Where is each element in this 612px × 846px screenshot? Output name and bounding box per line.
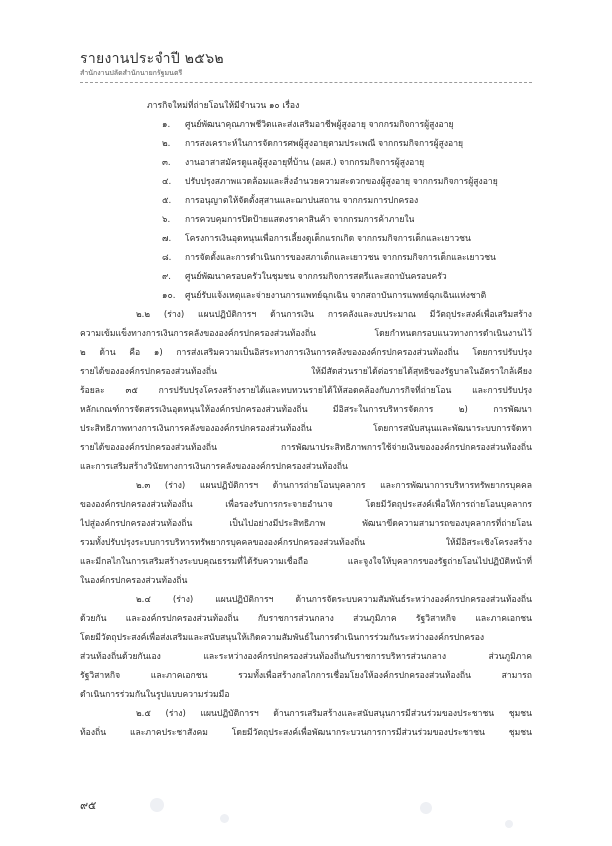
paragraph-line: ๒.๒ (ร่าง) แผนปฏิบัติการฯ ด้านการเงิน การคลังและงบประมาณ มีวัตถุประสงค์เพื่อเสริมสร้าง: [136, 310, 532, 320]
report-title: รายงานประจำปี ๒๕๖๒: [80, 51, 224, 67]
paragraph-line: รวมทั้งปรับปรุงระบบการบริหารทรัพยากรบุคคลขององค์กรปกครองส่วนท้องถิ่น ให้มีอิสระเชิงโครงสร้าง: [80, 538, 532, 548]
list-item: [80, 116, 532, 135]
list-item: [80, 268, 532, 287]
paragraph-line: หลักเกณฑ์การจัดสรรเงินอุดหนุนให้องค์กรปกครองส่วนท้องถิ่น มีอิสระในการบริหารจัดการ ๒) การพัฒนา: [80, 405, 532, 415]
list-item-number: ๒.: [162, 139, 171, 149]
list-item: [80, 230, 532, 249]
list-intro: ภารกิจใหม่ที่ถ่ายโอนให้มีจำนวน ๑๐ เรื่อง: [147, 101, 300, 111]
page-number: ๙๕: [80, 799, 97, 812]
list-item-text: การควบคุมการปิดป้ายแสดงราคาสินค้า จากกรมการค้าภายใน: [185, 215, 415, 225]
list-item-number: ๗.: [162, 234, 172, 244]
list-item: [80, 287, 532, 306]
list-item-text: ศูนย์รับแจ้งเหตุและจ่ายงานการแพทย์ฉุกเฉิน จากสถาบันการแพทย์ฉุกเฉินแห่งชาติ: [185, 291, 487, 301]
list-item-number: ๖.: [162, 215, 171, 225]
list-item-text: การสงเคราะห์ในการจัดการศพผู้สูงอายุตามประเพณี จากกรมกิจการผู้สูงอายุ: [185, 139, 464, 149]
list-item-text: การอนุญาตให้จัดตั้งสุสานและฌาปนสถาน จากกรมการปกครอง: [185, 196, 419, 206]
list-item: [80, 192, 532, 211]
paragraph-line: ขององค์กรปกครองส่วนท้องถิ่น เพื่อรองรับการกระจายอำนาจ โดยมีวัตถุประสงค์เพื่อให้การถ่ายโอนบุคลากร: [80, 500, 532, 510]
list-item: [80, 135, 532, 154]
list-item-number: ๘.: [162, 253, 172, 263]
paragraph-line: ส่วนท้องถิ่นด้วยกันเอง และระหว่างองค์กรปกครองส่วนท้องถิ่นกับราชการบริหารส่วนกลาง ส่วนภูมิภาค: [80, 652, 532, 662]
list-item: [80, 173, 532, 192]
list-item-number: ๓.: [162, 158, 171, 168]
paragraph-line: ด้วยกัน และองค์กรปกครองส่วนท้องถิ่น กับราชการส่วนกลาง ส่วนภูมิภาค รัฐวิสาหกิจ และภาคเอกชน: [80, 614, 532, 624]
paragraph-line: ประสิทธิภาพทางการเงินการคลังขององค์กรปกครองส่วนท้องถิ่น โดยการสนับสนุนและพัฒนาระบบการจัดหา: [80, 424, 532, 434]
document-body: [80, 97, 532, 743]
paragraph-line: และการเสริมสร้างวินัยทางการเงินการคลังขององค์กรปกครองส่วนท้องถิ่น: [80, 462, 348, 472]
list-item-text: งานอาสาสมัครดูแลผู้สูงอายุที่บ้าน (อผส.) จากกรมกิจการผู้สูงอายุ: [185, 158, 425, 168]
paragraph-line: รายได้ขององค์กรปกครองส่วนท้องถิ่น การพัฒนาประสิทธิภาพการใช้จ่ายเงินขององค์กรปกครองส่วนท้องถิ่น: [80, 443, 532, 453]
list-item: [80, 154, 532, 173]
paragraph-line: และมีกลไกในการเสริมสร้างระบบคุณธรรมที่ได้รับความเชื่อถือ และจูงใจให้บุคลากรของรัฐถ่ายโอนไปปฏิบัติหน้าที่: [80, 557, 532, 567]
paragraph-line: ๒.๓ (ร่าง) แผนปฏิบัติการฯ ด้านการถ่ายโอนบุคลากร และการพัฒนาการบริหารทรัพยากรบุคคล: [136, 481, 532, 491]
paragraph-line: ในองค์กรปกครองส่วนท้องถิ่น: [80, 576, 188, 586]
paragraph-line: ไปสู่องค์กรปกครองส่วนท้องถิ่น เป็นไปอย่างมีประสิทธิภาพ พัฒนาขีดความสามารถของบุคลากรที่ถ่ายโอน: [80, 519, 532, 529]
header-divider: [80, 82, 532, 83]
paragraph-line: ๒ ด้าน คือ ๑) การส่งเสริมความเป็นอิสระทางการเงินการคลังขององค์กรปกครองส่วนท้องถิ่น โดยการปรับปรุง: [80, 348, 532, 358]
paragraph-line: โดยมีวัตถุประสงค์เพื่อส่งเสริมและสนับสนุนให้เกิดความสัมพันธ์ในการดำเนินการร่วมกันระหว่างองค์กรปกครอง: [80, 633, 485, 643]
paragraph-line: ร้อยละ ๓๕ การปรับปรุงโครงสร้างรายได้และทบทวนรายได้ให้สอดคล้องกับภารกิจที่ถ่ายโอน และการปรับปรุง: [80, 386, 532, 396]
paragraph-participation: [80, 705, 532, 743]
list-item-text: ปรับปรุงสภาพแวดล้อมและสิ่งอำนวยความสะดวกของผู้สูงอายุ จากกรมกิจการผู้สูงอายุ: [185, 177, 498, 187]
list-item-text: ศูนย์พัฒนาครอบครัวในชุมชน จากกรมกิจการสตรีและสถาบันครอบครัว: [185, 272, 447, 282]
paragraph-line: ท้องถิ่น และภาคประชาสังคม โดยมีวัตถุประสงค์เพื่อพัฒนากระบวนการการมีส่วนร่วมของประชาชน ชุมชน: [80, 728, 532, 738]
list-item-number: ๑.: [162, 120, 171, 130]
mission-list: [80, 116, 532, 306]
paragraph-line: รายได้ขององค์กรปกครองส่วนท้องถิ่น ให้มีสัดส่วนรายได้ต่อรายได้สุทธิของรัฐบาลในอัตราใกล้เคียง: [80, 367, 532, 377]
list-item-text: โครงการเงินอุดหนุนเพื่อการเลี้ยงดูเด็กแรกเกิด จากกรมกิจการเด็กและเยาวชน: [185, 234, 471, 244]
list-item-number: ๙.: [162, 272, 172, 282]
agency-subtitle: สำนักงานปลัดสำนักนายกรัฐมนตรี: [80, 69, 183, 77]
paragraph-line: ๒.๔ (ร่าง) แผนปฏิบัติการฯ ด้านการจัดระบบความสัมพันธ์ระหว่างองค์กรปกครองส่วนท้องถิ่น: [136, 595, 532, 605]
list-item: [80, 211, 532, 230]
paragraph-personnel: [80, 477, 532, 591]
paragraph-line: ๒.๕ (ร่าง) แผนปฏิบัติการฯ ด้านการเสริมสร้างและสนับสนุนการมีส่วนร่วมของประชาชน ชุมชน: [136, 709, 532, 719]
paragraph-line: รัฐวิสาหกิจ และภาคเอกชน รวมทั้งเพื่อสร้างกลไกการเชื่อมโยงให้องค์กรปกครองส่วนท้องถิ่น สามารถ: [80, 671, 532, 681]
paragraph-line: ความเข้มแข็งทางการเงินการคลังขององค์กรปกครองส่วนท้องถิ่น โดยกำหนดกรอบแนวทางการดำเนินงานไว้: [80, 329, 532, 339]
paragraph-relations: [80, 591, 532, 705]
list-item-number: ๕.: [162, 196, 172, 206]
paragraph-fiscal: [80, 306, 532, 477]
list-item: [80, 249, 532, 268]
list-item-number: ๔.: [162, 177, 172, 187]
list-item-text: การจัดตั้งและการดำเนินการของสภาเด็กและเยาวชน จากกรมกิจการเด็กและเยาวชน: [185, 253, 496, 263]
list-item-number: ๑๐.: [162, 291, 176, 301]
list-item-text: ศูนย์พัฒนาคุณภาพชีวิตและส่งเสริมอาชีพผู้สูงอายุ จากกรมกิจการผู้สูงอายุ: [185, 120, 454, 130]
paragraph-line: ดำเนินการร่วมกันในรูปแบบความร่วมมือ: [80, 690, 230, 700]
